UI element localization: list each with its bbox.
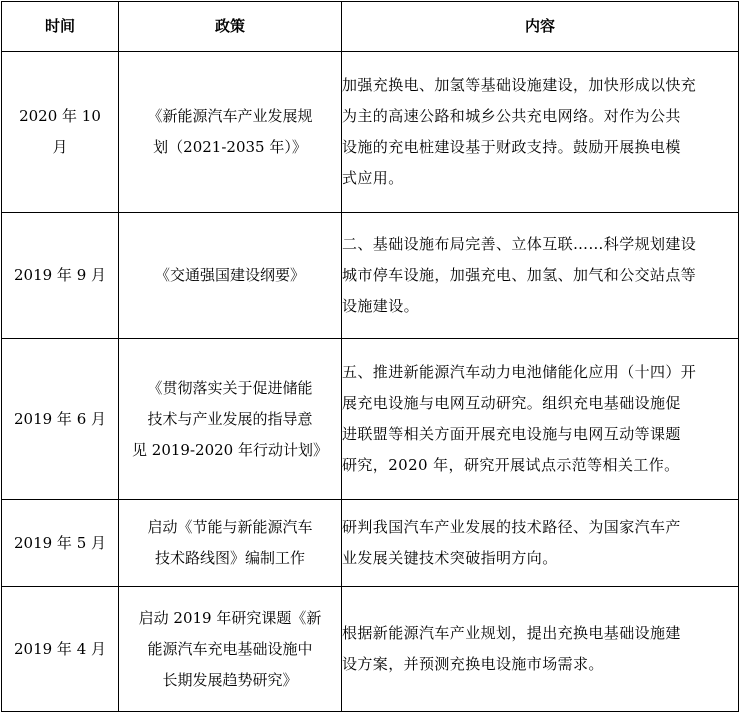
cell-policy: 《交通强国建设纲要》: [119, 213, 342, 339]
cell-time: 2019 年 5 月: [2, 500, 119, 587]
cell-time: 2019 年 9 月: [2, 213, 119, 339]
cell-time: 2020 年 10 月: [2, 52, 119, 213]
table-row: [2, 213, 739, 339]
cell-content: 研判我国汽车产业发展的技术路径、为国家汽车产 业发展关键技术突破指明方向。: [342, 500, 739, 587]
cell-content: 加强充换电、加氢等基础设施建设，加快形成以快充 为主的高速公路和城乡公共充电网络。对作为公共 设施的充电桩建设基于财政支持。鼓励开展换电模 式应用。: [342, 52, 739, 213]
table-row: [2, 339, 739, 500]
cell-policy: 启动《节能与新能源汽车 技术路线图》编制工作: [119, 500, 342, 587]
cell-time: 2019 年 4 月: [2, 587, 119, 712]
table-row: [2, 500, 739, 587]
cell-policy: 《新能源汽车产业发展规 划（2021-2035 年）》: [119, 52, 342, 213]
header-policy: 政策: [119, 2, 342, 52]
policy-table: [1, 1, 739, 712]
cell-content: 根据新能源汽车产业规划，提出充换电基础设施建 设方案，并预测充换电设施市场需求。: [342, 587, 739, 712]
cell-policy: 《贯彻落实关于促进储能 技术与产业发展的指导意 见 2019-2020 年行动计划》: [119, 339, 342, 500]
cell-time: 2019 年 6 月: [2, 339, 119, 500]
header-content: 内容: [342, 2, 739, 52]
table-row: [2, 52, 739, 213]
table-row: [2, 587, 739, 712]
table-header-row: [2, 2, 739, 52]
cell-policy: 启动 2019 年研究课题《新 能源汽车充电基础设施中 长期发展趋势研究》: [119, 587, 342, 712]
cell-content: 五、推进新能源汽车动力电池储能化应用（十四）开 展充电设施与电网互动研究。组织充电基础设施促 进联盟等相关方面开展充电设施与电网互动等课题 研究，2020 年，研究开展试点示范等相关工作。: [342, 339, 739, 500]
header-time: 时间: [2, 2, 119, 52]
cell-content: 二、基础设施布局完善、立体互联……科学规划建设 城市停车设施，加强充电、加氢、加气和公交站点等 设施建设。: [342, 213, 739, 339]
